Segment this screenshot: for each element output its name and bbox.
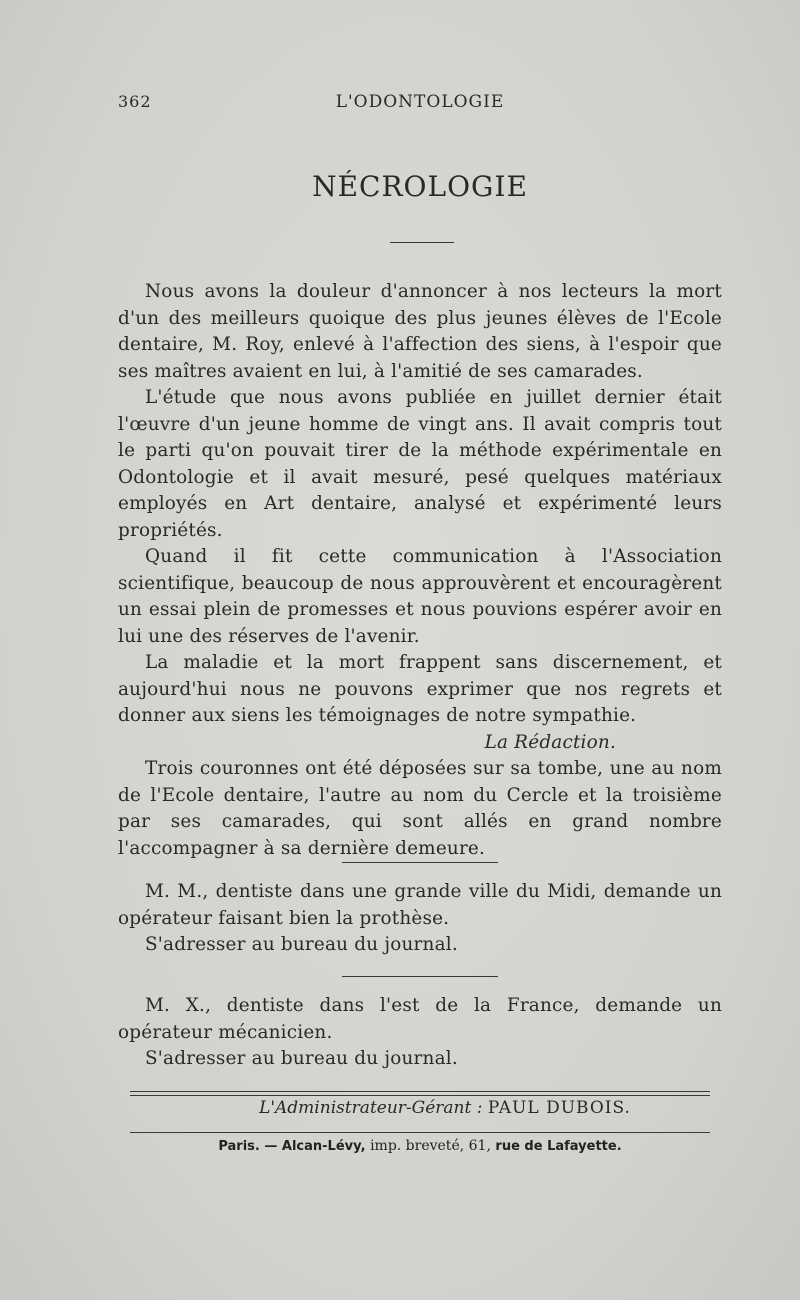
notice-text: M. M., dentiste dans une grande ville du Midi, demande un opérateur faisant bien la prothèse. (118, 881, 722, 929)
notice-contact: S'adresser au bureau du journal. (145, 934, 458, 955)
title-rule (390, 242, 454, 243)
page-number: 362 (118, 92, 152, 111)
printer-detail: imp. breveté, 61, (370, 1138, 491, 1154)
separator-rule (342, 976, 498, 977)
separator-rule (342, 862, 498, 863)
admin-name: PAUL DUBOIS. (487, 1098, 631, 1118)
section-title: NÉCROLOGIE (312, 170, 528, 203)
classified-notice (118, 993, 722, 1073)
administrator-line (0, 1098, 800, 1118)
footer-double-rule-top (130, 1091, 710, 1092)
obituary-paragraph: L'étude que nous avons publiée en juillet dernier était l'œuvre d'un jeune homme de vingt ans. Il avait compris tout le parti qu'on pouvait tirer de la méthode expérimentale en Odontologie et il avait mesuré, pesé quelques matériaux employés en Art dentaire, analysé et expérimenté leurs propriétés. (118, 387, 722, 541)
page-header (0, 92, 800, 116)
printer-street: rue de Lafayette. (495, 1139, 622, 1154)
obituary-paragraph: Nous avons la douleur d'annoncer à nos lecteurs la mort d'un des meilleurs quoique des plus jeunes élèves de l'Ecole dentaire, M. Roy, enlevé à l'affection des siens, à l'espoir que ses maîtres avaient en lui, à l'amitié de ses camarades. (118, 281, 722, 382)
notice-text: M. X., dentiste dans l'est de la France, demande un opérateur mécanicien. (118, 995, 722, 1043)
signature: La Rédaction. (484, 731, 616, 753)
printer-imprint (0, 1138, 800, 1154)
notice-contact: S'adresser au bureau du journal. (145, 1048, 458, 1069)
obituary-paragraph: La maladie et la mort frappent sans discernement, et aujourd'hui nous ne pouvons exprimer que nos regrets et donner aux siens les témoignages de notre sympathie. (118, 652, 722, 726)
printer-rule (130, 1132, 710, 1133)
printer-city: Paris. — (218, 1139, 278, 1154)
obituary-closing: Trois couronnes ont été déposées sur sa tombe, une au nom de l'Ecole dentaire, l'autre au nom du Cercle et la troisième par ses camarades, qui sont allés en grand nombre l'accompagner à sa dernière demeure. (118, 758, 722, 859)
obituary-paragraph: Quand il fit cette communication à l'Association scientifique, beaucoup de nous approuvèrent et encouragèrent un essai plein de promesses et nous pouvions espérer avoir en lui une des réserves de l'avenir. (118, 546, 722, 647)
obituary-text (118, 279, 722, 862)
classified-notice (118, 879, 722, 959)
printer-name: Alcan-Lévy, (281, 1139, 366, 1154)
admin-label: L'Administrateur-Gérant : (259, 1098, 483, 1118)
running-head: L'ODONTOLOGIE (335, 92, 505, 112)
footer-double-rule-bottom (130, 1095, 710, 1096)
